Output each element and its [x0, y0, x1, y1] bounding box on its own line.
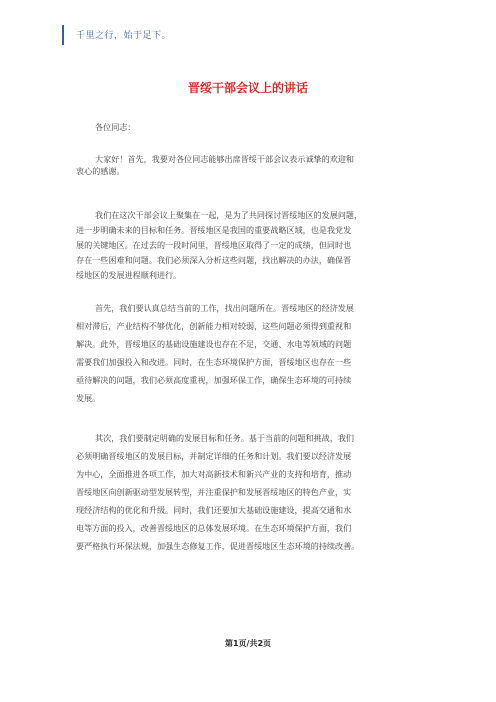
body-line: 亟待解决的问题，我们必须高度重视，加强环保工作，确保生态环境的可持续: [76, 375, 352, 385]
body-line: 必须明确晋绥地区的发展目标，并制定详细的任务和计划。我们要以经济发展: [76, 451, 352, 461]
body-line: 展的关键地区。在过去的一段时间里，晋绥地区取得了一定的成绩，但同时也: [76, 240, 352, 250]
body-line: 衷心的感谢。: [76, 166, 125, 176]
salutation: 各位同志：: [95, 122, 136, 132]
body-line: 绥地区的发展进程顺利进行。: [76, 270, 182, 280]
document-title: 晋绥干部会议上的讲话: [187, 81, 308, 95]
body-line: 发展。: [76, 393, 101, 403]
body-line: 为中心，全面推进各项工作，加大对高新技术和新兴产业的支持和培育，推动: [76, 469, 352, 479]
body-line: 晋绥地区向创新驱动型发展转型，并注重保护和发展晋绥地区的特色产业，实: [76, 487, 352, 497]
body-line: 其次，我们要制定明确的发展目标和任务。基于当前的问题和挑战，我们: [95, 433, 355, 443]
header-motto: 千里之行，始于足下。: [76, 31, 172, 41]
body-line: 电等方面的投入，改善晋绥地区的总体发展环境。在生态环境保护方面，我们: [76, 523, 352, 533]
body-line: 存在一些困难和问题。我们必须深入分析这些问题，找出解决的办法，确保晋: [76, 255, 352, 265]
body-line: 首先，我们要认真总结当前的工作，找出问题所在。晋绥地区的经济发展: [95, 303, 355, 313]
body-line: 大家好！首先，我要对各位同志能够出席晋绥干部会议表示诚挚的欢迎和: [95, 154, 355, 164]
body-line: 我们在这次干部会议上聚集在一起，是为了共同探讨晋绥地区的发展问题，: [95, 210, 363, 220]
body-line: 现经济结构的优化和升级。同时，我们还要加大基础设施建设，提高交通和水: [76, 505, 352, 515]
body-line: 要严格执行环保法规，加强生态修复工作，促进晋绥地区生态环境的持续改善。: [76, 541, 360, 551]
header-accent-bar: [62, 25, 64, 45]
page-number: 第1页/共2页: [224, 639, 272, 648]
body-line: 需要我们加强投入和改进。同时，在生态环境保护方面，晋绥地区也存在一些: [76, 357, 352, 367]
body-line: 进一步明确未来的目标和任务。晋绥地区是我国的重要战略区域，也是我党发: [76, 225, 352, 235]
body-line: 解决。此外，晋绥地区的基础设施建设也存在不足，交通、水电等领域的问题: [76, 339, 352, 349]
body-line: 相对滞后，产业结构不够优化，创新能力相对较弱，这些问题必须得到重视和: [76, 321, 352, 331]
